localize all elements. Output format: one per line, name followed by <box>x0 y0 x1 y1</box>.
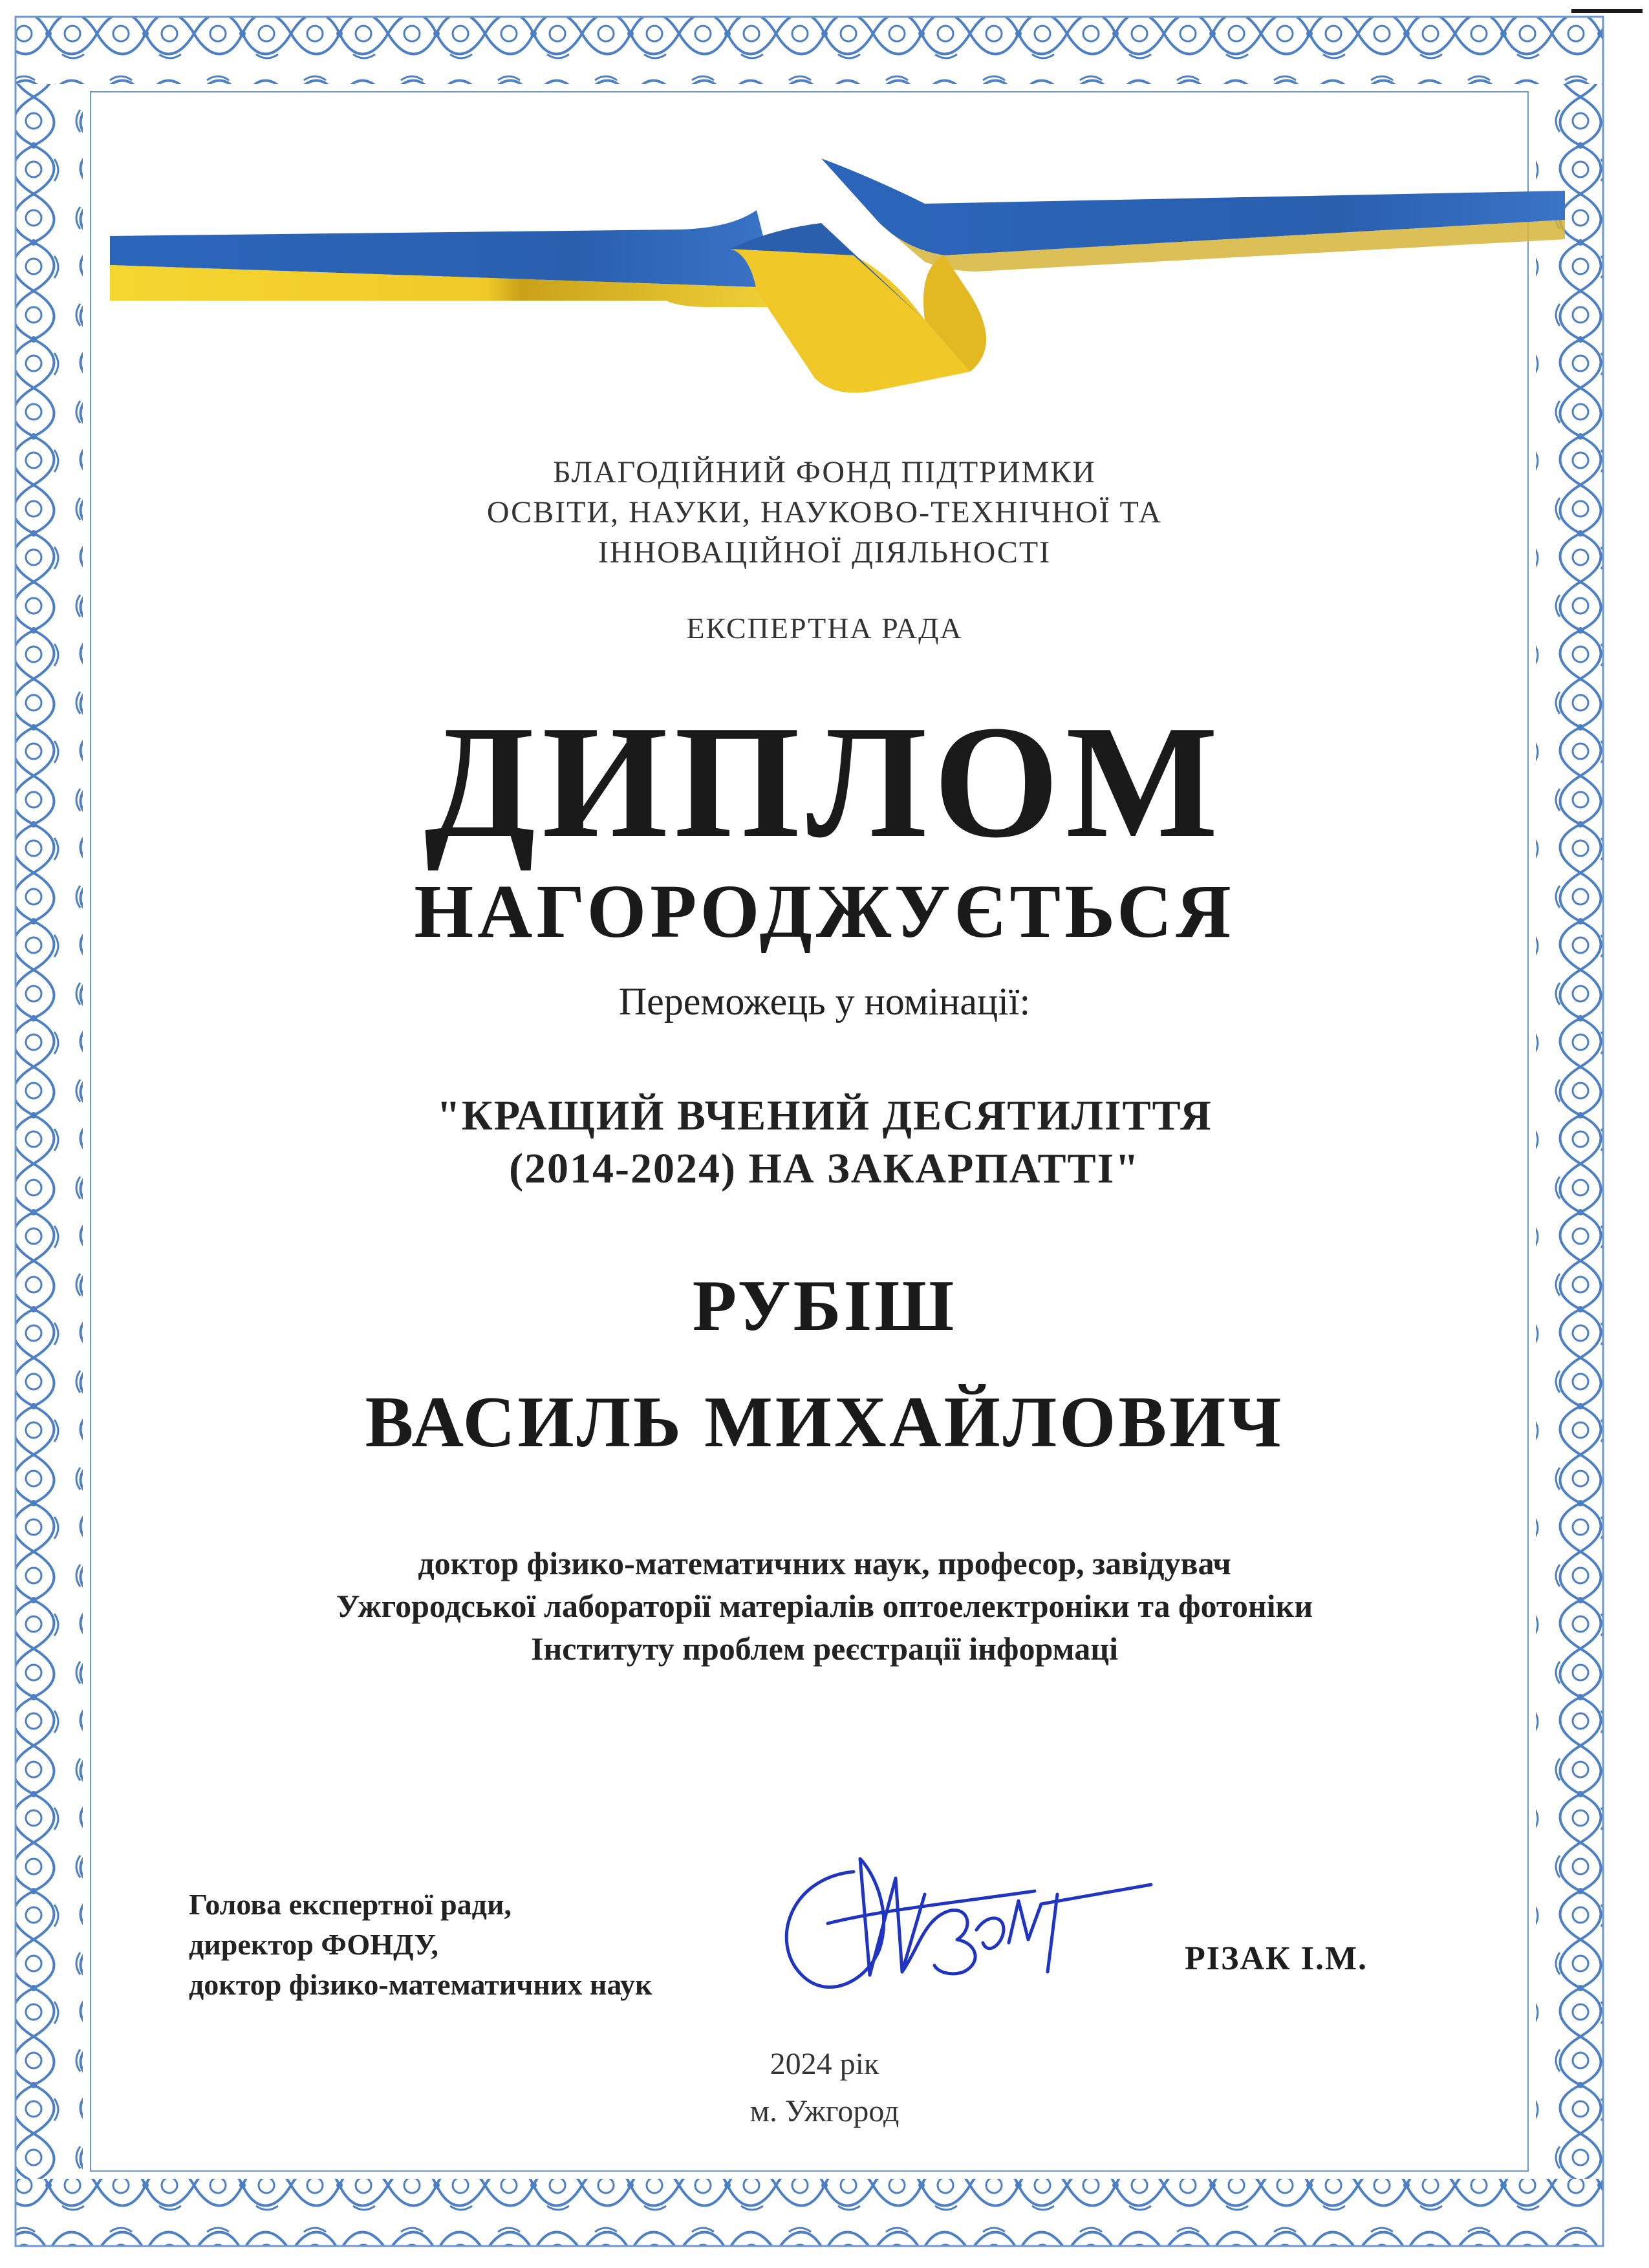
signer-line-2: директор ФОНДУ, <box>189 1928 438 1961</box>
nomination-line-1: "КРАЩИЙ ВЧЕНИЙ ДЕСЯТИЛІТТЯ <box>436 1092 1212 1139</box>
diploma-title: ДИПЛОМ <box>424 692 1225 872</box>
nomination-title <box>110 1089 1539 1195</box>
nomination-intro: Переможець у номінації: <box>618 980 1031 1023</box>
signer-line-1: Голова експертної ради, <box>189 1888 512 1921</box>
scan-edge-mark <box>1571 9 1643 13</box>
nomination-line-2: (2014-2024) НА ЗАКАРПАТТІ" <box>509 1145 1140 1192</box>
recipient-given-names: ВАСИЛЬ МИХАЙЛОВИЧ <box>365 1382 1284 1462</box>
affiliation-line-2: Ужгородської лабораторії матеріалів оптоелектроніки та фотоніки <box>336 1588 1313 1624</box>
affiliation-line-1: доктор фізико-математичних наук, професор, завідувач <box>418 1545 1231 1581</box>
recipient-affiliation <box>110 1542 1539 1670</box>
signer-name: РІЗАК І.М. <box>1185 1940 1368 1977</box>
handwritten-signature-icon <box>763 1833 1164 2020</box>
issue-year: 2024 рік <box>770 2047 879 2081</box>
organization-line-1: БЛАГОДІЙНИЙ ФОНД ПІДТРИМКИ <box>553 455 1096 489</box>
organization-line-2: ОСВІТИ, НАУКИ, НАУКОВО-ТЕХНІЧНОЇ ТА <box>486 495 1163 530</box>
ukrainian-flag-ribbon-icon <box>110 158 1565 398</box>
affiliation-line-3: Інституту проблем реєстрації інформаці <box>531 1631 1118 1667</box>
organization-line-3: ІННОВАЦІЙНОЇ ДІЯЛЬНОСТІ <box>598 535 1051 570</box>
signer-title <box>189 1885 652 2005</box>
issue-city: м. Ужгород <box>749 2094 900 2128</box>
organization-name <box>110 453 1539 573</box>
recipient-surname: РУБІШ <box>692 1266 957 1346</box>
awarded-heading: НАГОРОДЖУЄТЬСЯ <box>414 869 1235 954</box>
expert-council-label: ЕКСПЕРТНА РАДА <box>686 612 963 645</box>
signer-line-3: доктор фізико-математичних наук <box>189 1968 652 2001</box>
